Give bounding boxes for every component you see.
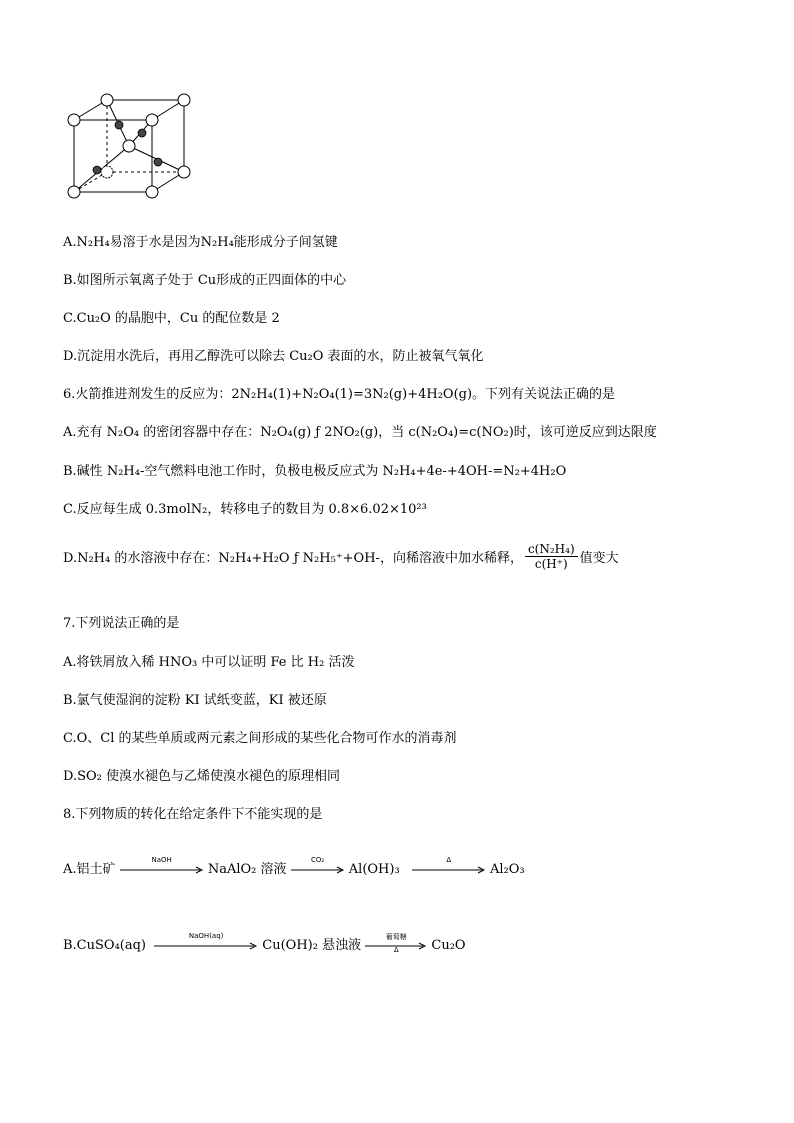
arrow-label: CO₂ bbox=[311, 855, 325, 864]
q8-a-mid2: Al(OH)₃ bbox=[348, 862, 400, 877]
reaction-arrow bbox=[291, 855, 345, 874]
q7-option-d: D.SO₂ 使溴水褪色与乙烯使溴水褪色的原理相同 bbox=[63, 769, 340, 784]
arrow-label: NaOH bbox=[151, 855, 172, 864]
q6-option-d-tail: 值变大 bbox=[579, 551, 619, 566]
arrow-label-bottom: Δ bbox=[393, 945, 399, 954]
reaction-arrow bbox=[154, 931, 258, 950]
q5-option-b: B.如图所示氧离子处于 Cu形成的正四面体的中心 bbox=[63, 273, 347, 288]
arrow-label: 葡萄糖 bbox=[385, 932, 407, 941]
q5-option-d: D.沉淀用水洗后，再用乙醇洗可以除去 Cu₂O 表面的水，防止被氧气氧化 bbox=[63, 349, 484, 364]
q7-option-b: B.氯气使湿润的淀粉 KI 试纸变蓝，KI 被还原 bbox=[63, 693, 327, 708]
q5-option-a: A.N₂H₄易溶于水是因为N₂H₄能形成分子间氢键 bbox=[63, 235, 338, 250]
q8-a-start: A.铝土矿 bbox=[63, 862, 116, 877]
reaction-arrow bbox=[412, 855, 486, 874]
q8-b-mid1: Cu(OH)₂ 悬浊液 bbox=[262, 938, 362, 953]
q6-option-a: A.充有 N₂O₄ 的密闭容器中存在：N₂O₄(g) ƒ 2NO₂(g)，当 c(N₂O₄)=c(NO₂)时，该可逆反应到达限度 bbox=[63, 425, 657, 440]
fraction-numerator: c(N₂H₄) bbox=[525, 542, 578, 557]
q7-stem: 7.下列说法正确的是 bbox=[63, 616, 180, 631]
fraction bbox=[525, 542, 578, 571]
q8-option-a bbox=[63, 855, 525, 877]
q6-option-b: B.碱性 N₂H₄-空气燃料电池工作时，负极电极反应式为 N₂H₄+4e-+4OH-=N₂+4H₂O bbox=[63, 464, 567, 479]
q5-option-c: C.Cu₂O 的晶胞中，Cu 的配位数是 2 bbox=[63, 311, 280, 326]
q8-a-mid1: NaAlO₂ 溶液 bbox=[207, 862, 287, 877]
q8-stem: 8.下列物质的转化在给定条件下不能实现的是 bbox=[63, 807, 323, 822]
q8-b-start: B.CuSO₄(aq) bbox=[63, 938, 146, 953]
q8-a-end: Al₂O₃ bbox=[489, 862, 525, 877]
fraction-denominator: c(H⁺) bbox=[534, 557, 568, 571]
q7-option-a: A.将铁屑放入稀 HNO₃ 中可以证明 Fe 比 H₂ 活泼 bbox=[63, 655, 355, 670]
arrow-label: Δ bbox=[446, 855, 452, 864]
arrow-label: NaOH(aq) bbox=[188, 931, 224, 940]
q6-stem: 6.火箭推进剂发生的反应为：2N₂H₄(1)+N₂O₄(1)=3N₂(g)+4H₂O(g)。下列有关说法正确的是 bbox=[63, 387, 616, 402]
q6-option-d bbox=[63, 544, 619, 573]
reaction-arrow bbox=[365, 932, 427, 954]
crystal-cell-figure bbox=[62, 90, 202, 200]
q6-option-c: C.反应每生成 0.3molN₂，转移电子的数目为 0.8×6.02×10²³ bbox=[63, 502, 427, 517]
q6-option-d-text: D.N₂H₄ 的水溶液中存在：N₂H₄+H₂O ƒ N₂H₅⁺+OH-，向稀溶液中加水稀释， bbox=[63, 551, 523, 566]
reaction-arrow bbox=[120, 855, 204, 874]
q7-option-c: C.O、Cl 的某些单质或两元素之间形成的某些化合物可作水的消毒剂 bbox=[63, 731, 457, 746]
q8-b-end: Cu₂O bbox=[431, 938, 466, 953]
q8-option-b bbox=[63, 931, 466, 954]
